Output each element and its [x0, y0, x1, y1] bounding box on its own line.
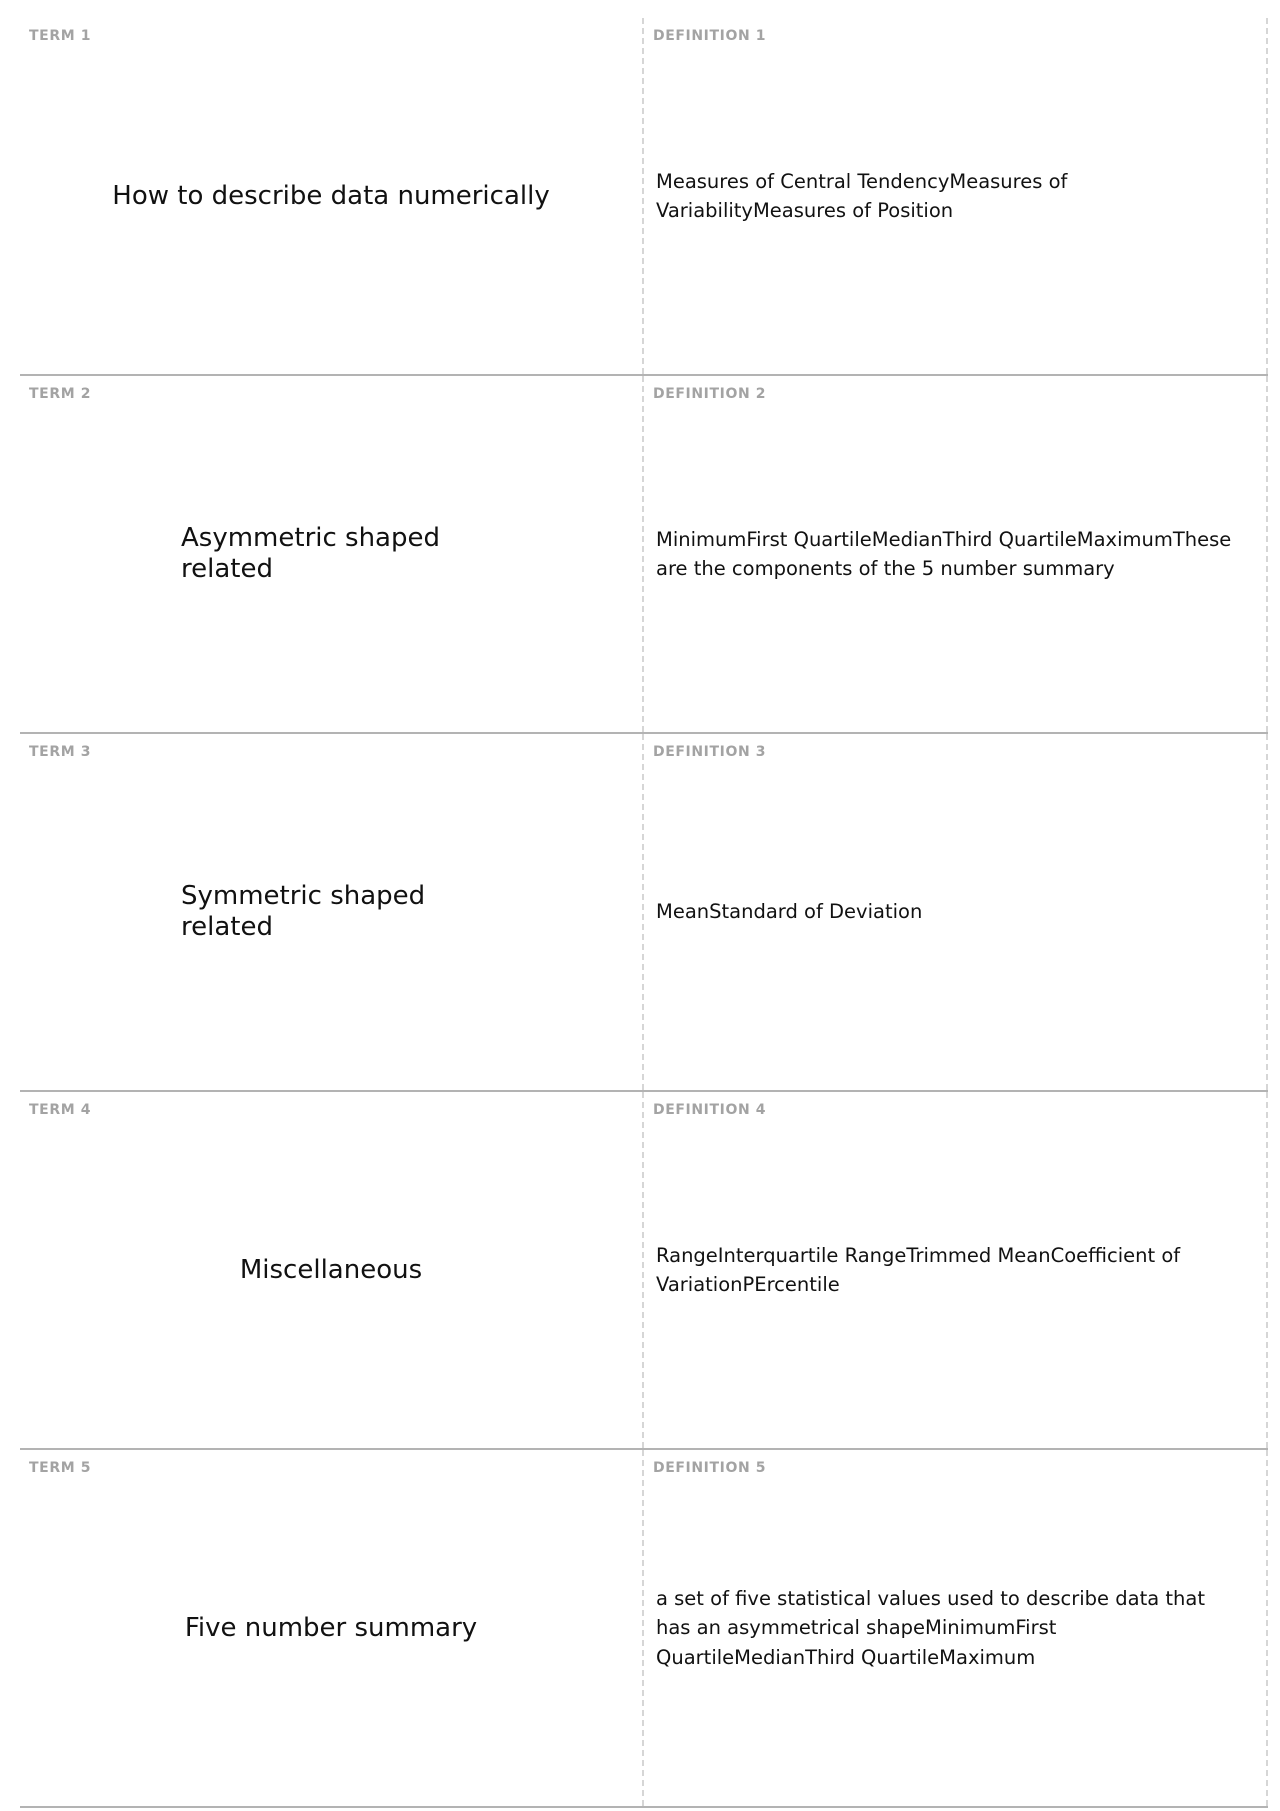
term-text: Miscellaneous — [239, 1254, 423, 1285]
term-cell — [20, 18, 644, 374]
term-cell — [20, 1450, 644, 1806]
definition-label: DEFINITION 1 — [653, 28, 767, 44]
card-row — [20, 18, 1268, 376]
term-text-wrap — [20, 1450, 642, 1806]
definition-label: DEFINITION 5 — [653, 1460, 767, 1476]
card-row — [20, 376, 1268, 734]
term-label: TERM 5 — [29, 1460, 92, 1476]
term-label: TERM 3 — [29, 744, 92, 760]
term-cell — [20, 734, 644, 1090]
term-text-wrap — [20, 376, 642, 732]
term-text-wrap — [20, 1092, 642, 1448]
term-text: Symmetric shaped related — [181, 881, 426, 942]
card-row — [20, 1450, 1268, 1808]
definition-cell — [644, 18, 1268, 374]
term-cell — [20, 1092, 644, 1448]
term-text-wrap — [20, 734, 642, 1090]
term-text: Five number summary — [184, 1612, 478, 1643]
term-cell — [20, 376, 644, 732]
definition-cell — [644, 734, 1268, 1090]
definition-text: a set of five statistical values used to describe data that has an asymmetrical shapeMinimumFirst QuartileMedianThird QuartileMaximum — [656, 1586, 1205, 1669]
card-row — [20, 734, 1268, 1092]
card-row — [20, 1092, 1268, 1450]
definition-text: MeanStandard of Deviation — [656, 900, 923, 924]
definition-cell — [644, 376, 1268, 732]
flashcard-sheet — [20, 18, 1268, 1808]
term-text: How to describe data numerically — [112, 180, 550, 211]
term-label: TERM 2 — [29, 386, 92, 402]
term-label: TERM 4 — [29, 1102, 92, 1118]
definition-text: MinimumFirst QuartileMedianThird QuartileMaximumThese are the components of the 5 number summary — [656, 527, 1232, 580]
term-label: TERM 1 — [29, 28, 92, 44]
term-text-wrap — [20, 18, 642, 374]
definition-cell — [644, 1450, 1268, 1806]
term-text: Asymmetric shaped related — [181, 523, 440, 584]
definition-cell — [644, 1092, 1268, 1448]
definition-text: Measures of Central TendencyMeasures of VariabilityMeasures of Position — [656, 169, 1068, 222]
definition-label: DEFINITION 3 — [653, 744, 767, 760]
definition-text: RangeInterquartile RangeTrimmed MeanCoefficient of VariationPErcentile — [656, 1243, 1181, 1296]
definition-label: DEFINITION 4 — [653, 1102, 767, 1118]
definition-label: DEFINITION 2 — [653, 386, 767, 402]
